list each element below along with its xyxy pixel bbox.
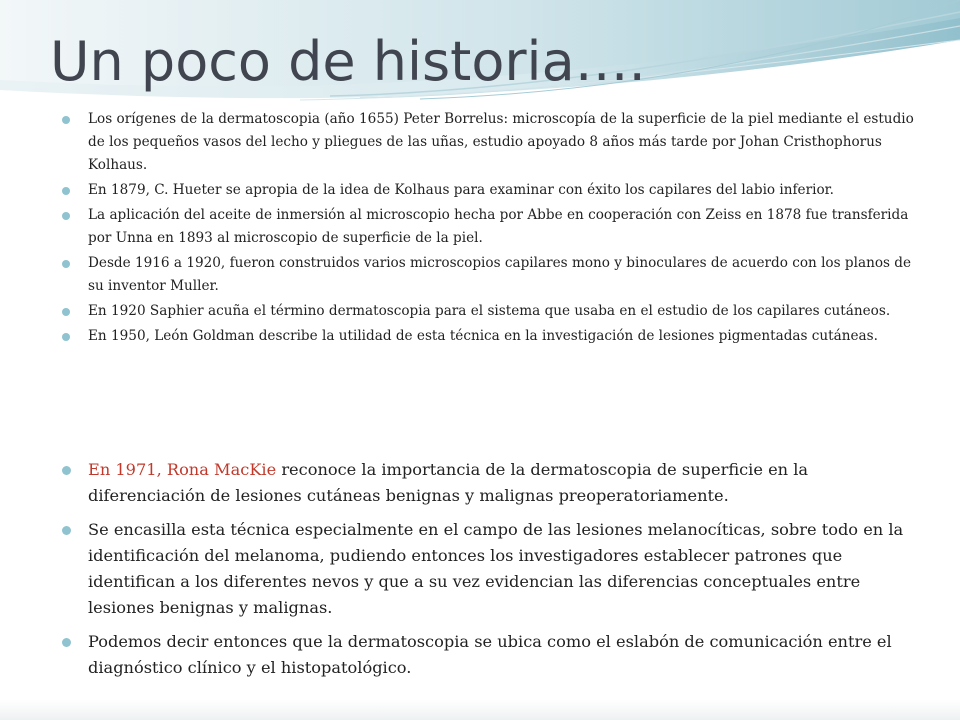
bullet-text: Se encasilla esta técnica especialmente en el campo de las lesiones melanocíticas, sobre todo en la identificación del melanoma, pudiendo entonces los investigadores establecer patrones que identifican a los diferentes nevos y que a su vez evidencian las diferencias conceptuales entre lesiones benignas y malignas. bbox=[88, 520, 904, 617]
bullet-dot-icon bbox=[62, 308, 70, 316]
bullet-text: La aplicación del aceite de inmersión al microscopio hecha por Abbe en cooperación con Zeiss en 1878 fue transferida por Unna en 1893 al microscopio de superficie de la piel. bbox=[88, 207, 909, 246]
footer-bar bbox=[0, 700, 960, 720]
bullet-dot-icon bbox=[62, 116, 70, 124]
bullet-dot-icon bbox=[62, 187, 70, 195]
bullet-dot-icon bbox=[62, 260, 70, 268]
bullet-dot-icon bbox=[62, 333, 70, 341]
list-item bbox=[60, 457, 920, 509]
bullet-dot-icon bbox=[62, 212, 70, 220]
list-item bbox=[60, 204, 920, 250]
bullet-text: Los orígenes de la dermatoscopia (año 1655) Peter Borrelus: microscopía de la superficie de la piel mediante el estudio de los pequeños vasos del lecho y pliegues de las uñas, estudio apoyado 8 años más tarde por Johan Cristhophorus Kolhaus. bbox=[88, 111, 914, 173]
bullet-dot-icon bbox=[62, 466, 71, 475]
list-item bbox=[60, 325, 920, 348]
summary-bullet-list bbox=[60, 457, 920, 689]
bullet-dot-icon bbox=[62, 526, 71, 535]
list-item bbox=[60, 179, 920, 202]
bullet-text: En 1920 Saphier acuña el término dermatoscopia para el sistema que usaba en el estudio de los capilares cutáneos. bbox=[88, 303, 891, 319]
page-title: Un poco de historia…. bbox=[50, 30, 646, 93]
highlighted-text: En 1971, Rona MacKie bbox=[88, 460, 277, 479]
list-item bbox=[60, 252, 920, 298]
bullet-text: En 1950, León Goldman describe la utilidad de esta técnica en la investigación de lesiones pigmentadas cutáneas. bbox=[88, 328, 878, 344]
history-bullet-list bbox=[60, 108, 920, 350]
list-item bbox=[60, 108, 920, 177]
list-item bbox=[60, 300, 920, 323]
bullet-text: Desde 1916 a 1920, fueron construidos varios microscopios capilares mono y binoculares de acuerdo con los planos de su inventor Muller. bbox=[88, 255, 912, 294]
bullet-dot-icon bbox=[62, 638, 71, 647]
list-item bbox=[60, 517, 920, 621]
list-item bbox=[60, 629, 920, 681]
bullet-text: Podemos decir entonces que la dermatoscopia se ubica como el eslabón de comunicación entre el diagnóstico clínico y el histopatológico. bbox=[88, 632, 892, 677]
bullet-text: reconoce la importancia de la dermatoscopia de superficie en la diferenciación de lesiones cutáneas benignas y malignas preoperatoriamente. bbox=[88, 460, 809, 505]
bullet-text: En 1879, C. Hueter se apropia de la idea de Kolhaus para examinar con éxito los capilares del labio inferior. bbox=[88, 182, 834, 198]
